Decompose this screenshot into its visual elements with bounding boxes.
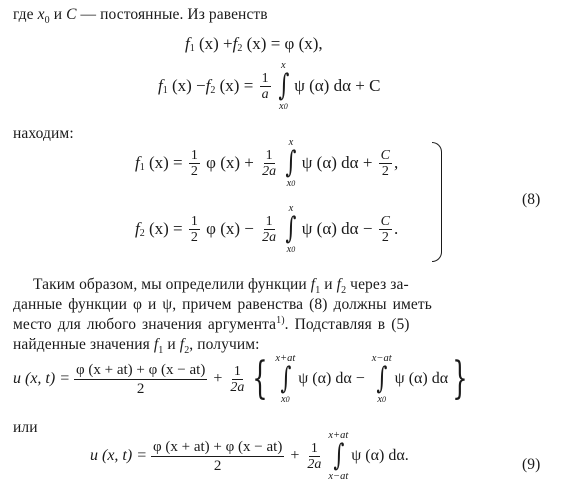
left-curly-brace: {	[252, 353, 269, 404]
equation-u-expanded: u (x, t) = $\frac{\varphi (x + at) + \varphi (x - at)}{2}$ + $\frac{1}{2a}$ { x+at ∫ x0 ψ (α) dα − x−at ∫ x0 ψ (α) dα }	[13, 353, 468, 405]
paragraph-line-4: найденные значения $f_1$ и $f_2$, получим:	[13, 336, 260, 356]
text-ili: или	[13, 419, 38, 436]
equation-sum: f 1 (x) + f 2 (x) = φ (x),	[185, 34, 323, 54]
equation-8a: f 1 (x) = $\frac{1}{2}$ φ (x) + $\frac{1}{2a}$ x ∫ x0 ψ (α) dα + $\frac{C}{2}$ ,	[135, 137, 399, 189]
equation-9: u (x, t) = $\frac{\varphi (x + at) + \varphi (x - at)}{2}$ + $\frac{1}{2a}$ x+at ∫ x−at ψ (α) dα.	[90, 430, 409, 482]
text-line-1: где $x_0$ и C — постоянные. Из равенств	[13, 6, 268, 26]
fraction-1-over-a: $\frac{1}{a}$	[261, 70, 269, 102]
right-curly-brace: }	[452, 353, 468, 404]
equation-8b: f 2 (x) = $\frac{1}{2}$ φ (x) − $\frac{1}{2a}$ x ∫ x0 ψ (α) dα − $\frac{C}{2}$ .	[135, 203, 399, 255]
integral-x0-x: x ∫ x0	[277, 60, 289, 112]
paragraph-line-2: данные функции φ и ψ, причем равенства (8) должны иметь	[13, 296, 432, 313]
system-brace	[432, 142, 442, 262]
equation-difference: f 1 (x) − f 2 (x) = $\frac{1}{a}$ x ∫ x0 ψ (α) dα + C	[158, 60, 381, 112]
paragraph-line-3: место для любого значения аргумента$^{1)}$. Подставляя в (5)	[13, 315, 410, 333]
paragraph-line-1: Таким образом, мы определили функции $f_1$ и $f_2$ через за-	[33, 276, 409, 296]
equation-number-9: (9)	[522, 456, 541, 473]
equation-number-8: (8)	[522, 191, 541, 208]
text-nahodim: находим:	[13, 125, 74, 142]
